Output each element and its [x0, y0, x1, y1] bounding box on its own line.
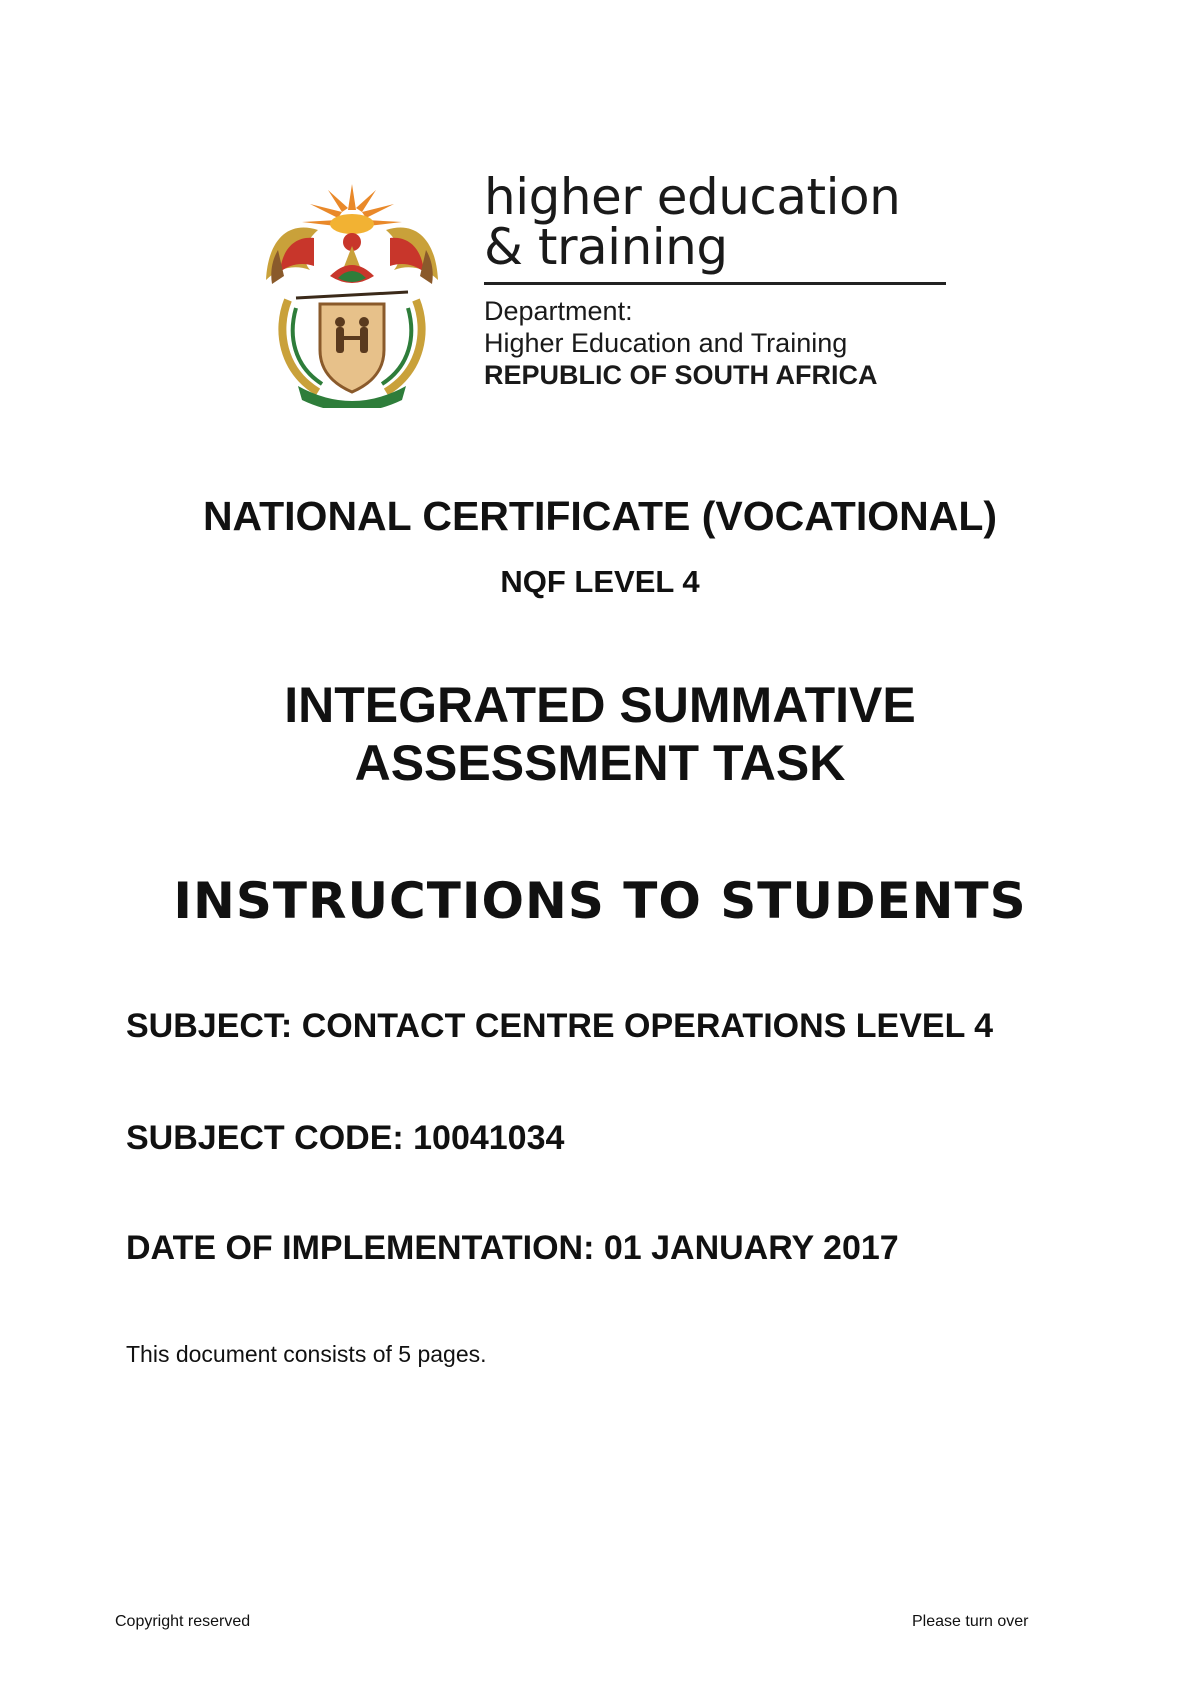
brand-divider [484, 282, 946, 285]
brand-line-1: higher education [484, 168, 901, 226]
department-name: Higher Education and Training [484, 328, 848, 358]
department-label: Department: [484, 296, 633, 326]
department-country: REPUBLIC OF SOUTH AFRICA [484, 360, 878, 390]
assessment-title-line-2: ASSESSMENT TASK [354, 735, 846, 791]
assessment-title [0, 676, 1200, 792]
subject-line: SUBJECT: CONTACT CENTRE OPERATIONS LEVEL 4 [126, 1007, 994, 1045]
footer-copyright: Copyright reserved [115, 1613, 251, 1630]
brand-line-2: & training [484, 218, 728, 276]
nqf-level: NQF LEVEL 4 [500, 564, 700, 599]
implementation-date-line: DATE OF IMPLEMENTATION: 01 JANUARY 2017 [126, 1229, 899, 1267]
coat-of-arms-icon [258, 180, 446, 408]
certificate-title: NATIONAL CERTIFICATE (VOCATIONAL) [202, 493, 998, 539]
assessment-title-line-1: INTEGRATED SUMMATIVE [284, 677, 916, 733]
footer-turn-over: Please turn over [912, 1613, 1029, 1630]
page-count-note: This document consists of 5 pages. [126, 1341, 487, 1367]
department-branding [484, 168, 944, 391]
instructions-heading: INSTRUCTIONS TO STUDENTS [173, 872, 1027, 930]
subject-code-line: SUBJECT CODE: 10041034 [126, 1119, 565, 1157]
